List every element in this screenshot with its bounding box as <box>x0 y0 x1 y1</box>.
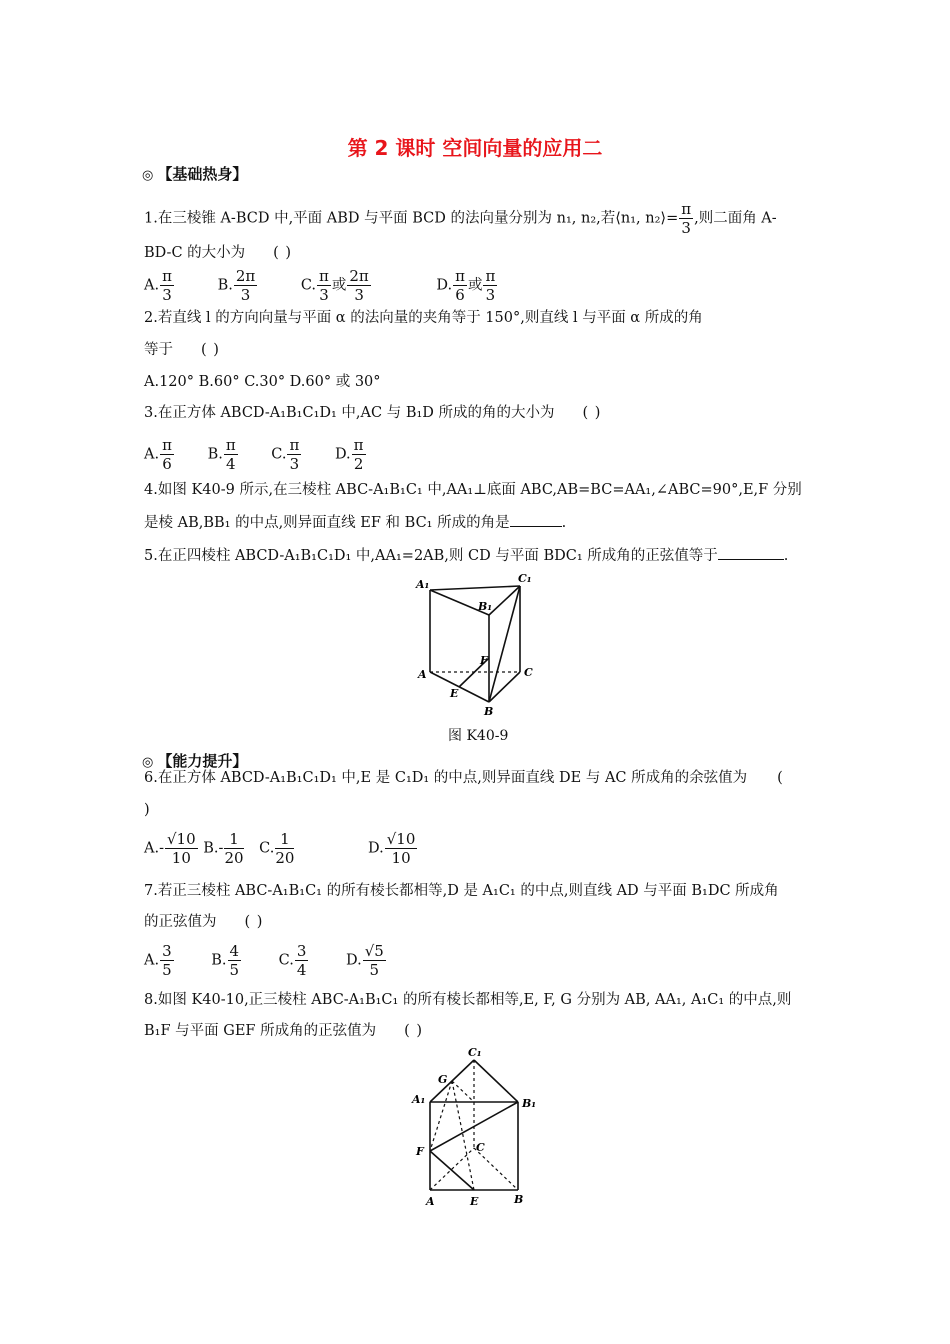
q6-option-c[interactable]: C. $\frac{1}{20}$ <box>259 830 295 867</box>
label-c1: C₁ <box>468 1046 482 1059</box>
q8-line2: B₁F 与平面 GEF 所成角的正弦值为 ( ) <box>144 1023 424 1039</box>
q4-line1: 4.如图 K40-9 所示,在三棱柱 ABC-A₁B₁C₁ 中,AA₁⊥底面 ABC,AB=BC=AA₁,∠ABC=90°,E,F 分别 <box>144 482 802 498</box>
label-b1: B₁ <box>478 600 493 613</box>
q5-answer-blank[interactable] <box>718 545 784 560</box>
section-basic <box>142 163 247 184</box>
q1-option-d[interactable]: D. $\frac{\pi}{6}$ 或 $\frac{\pi}{3}$ <box>436 267 496 304</box>
q7-line2: 的正弦值为 ( ) <box>144 914 264 930</box>
q3-option-a[interactable]: A. $\frac{\pi}{6}$ <box>144 436 172 473</box>
figure-k40-10 <box>408 1045 548 1215</box>
label-g: G <box>438 1073 448 1086</box>
figure-k40-9 <box>412 570 542 720</box>
q6-option-d[interactable]: D. $\frac{√10}{10}$ <box>368 830 416 867</box>
label-c1: C₁ <box>518 572 532 585</box>
q6-line2: ) <box>144 802 150 818</box>
q6-option-a[interactable]: A.- $\frac{√10}{10}$ <box>144 830 196 867</box>
q1-line1: 1.在三棱锥 A-BCD 中,平面 ABD 与平面 BCD 的法向量分别为 n₁, n₂,若⟨n₁, n₂⟩= $\frac{\pi}{3}$ ,则二面角 A- <box>144 200 777 237</box>
edge-c1b1 <box>474 1060 518 1102</box>
label-c: C <box>524 666 533 679</box>
label-e: E <box>470 1195 479 1208</box>
q8-line1: 8.如图 K40-10,正三棱柱 ABC-A₁B₁C₁ 的所有棱长都相等,E, F, G 分别为 AB, AA₁, A₁C₁ 的中点,则 <box>144 992 792 1008</box>
q4-line2: 是棱 AB,BB₁ 的中点,则异面直线 EF 和 BC₁ 所成的角是 . <box>144 512 566 533</box>
q1-frac: $\frac{\pi}{3}$ <box>681 200 692 237</box>
q3-option-c[interactable]: C. $\frac{\pi}{3}$ <box>271 436 300 473</box>
q1-option-b[interactable]: B. $\frac{2\pi}{3}$ <box>217 267 256 304</box>
section-mark-icon: ◎ <box>142 755 154 770</box>
label-e: E <box>450 687 459 700</box>
segment-bc1 <box>489 586 520 702</box>
q7-option-d[interactable]: D. $\frac{√5}{5}$ <box>346 942 384 979</box>
label-a: A <box>418 668 427 681</box>
q7-option-b[interactable]: B. $\frac{4}{5}$ <box>211 942 240 979</box>
q6-options <box>144 830 428 867</box>
label-f: F <box>416 1145 424 1158</box>
q3-option-d[interactable]: D. $\frac{\pi}{2}$ <box>334 436 364 473</box>
q7-option-c[interactable]: C. $\frac{3}{4}$ <box>278 942 307 979</box>
q5-line1: 5.在正四棱柱 ABCD-A₁B₁C₁D₁ 中,AA₁=2AB,则 CD 与平面 BDC₁ 所成角的正弦值等于 . <box>144 545 788 566</box>
q3-options <box>144 436 377 473</box>
label-a1: A₁ <box>412 1093 426 1106</box>
q1-options <box>144 267 508 304</box>
q3-line1: 3.在正方体 ABCD-A₁B₁C₁D₁ 中,AC 与 B₁D 所成的角的大小为 ( ) <box>144 405 602 421</box>
label-b: B <box>484 705 494 718</box>
q7-options <box>144 942 397 979</box>
q2-line2: 等于 ( ) <box>144 342 220 358</box>
section-advanced-title: 【能力提升】 <box>157 752 248 770</box>
q1-line2: BD-C 的大小为 ( ) <box>144 245 293 261</box>
label-a: A <box>426 1195 435 1208</box>
q1-option-c[interactable]: C. $\frac{\pi}{3}$ 或 $\frac{2\pi}{3}$ <box>300 267 369 304</box>
q7-line1: 7.若正三棱柱 ABC-A₁B₁C₁ 的所有棱长都相等,D 是 A₁C₁ 的中点,则直线 AD 与平面 B₁DC 所成角 <box>144 883 779 899</box>
label-c: C <box>476 1141 485 1154</box>
figure-k40-9-caption: 图 K40-9 <box>448 728 509 744</box>
q7-option-a[interactable]: A. $\frac{3}{5}$ <box>144 942 172 979</box>
q4-answer-blank[interactable] <box>510 512 562 527</box>
edge-a1c1 <box>430 586 520 590</box>
q3-option-b[interactable]: B. $\frac{\pi}{4}$ <box>207 436 236 473</box>
label-b: B <box>514 1193 524 1206</box>
section-mark-icon: ◎ <box>142 168 154 183</box>
label-a1: A₁ <box>416 578 430 591</box>
edge-cb-hidden <box>474 1148 518 1190</box>
q1-option-a[interactable]: A. $\frac{\pi}{3}$ <box>144 267 172 304</box>
label-b1: B₁ <box>522 1097 537 1110</box>
q2-line1: 2.若直线 l 的方向向量与平面 α 的法向量的夹角等于 150°,则直线 l 与平面 α 所成的角 <box>144 310 703 326</box>
section-basic-title: 【基础热身】 <box>157 165 248 183</box>
q2-options[interactable]: A.120° B.60° C.30° D.60° 或 30° <box>144 374 381 390</box>
q6-option-b[interactable]: B.- $\frac{1}{20}$ <box>203 830 244 867</box>
page-title: 第 2 课时 空间向量的应用二 <box>347 136 603 160</box>
label-f: F <box>480 654 488 667</box>
q6-line1: 6.在正方体 ABCD-A₁B₁C₁D₁ 中,E 是 C₁D₁ 的中点,则异面直线 DE 与 AC 所成角的余弦值为 ( <box>144 770 783 786</box>
